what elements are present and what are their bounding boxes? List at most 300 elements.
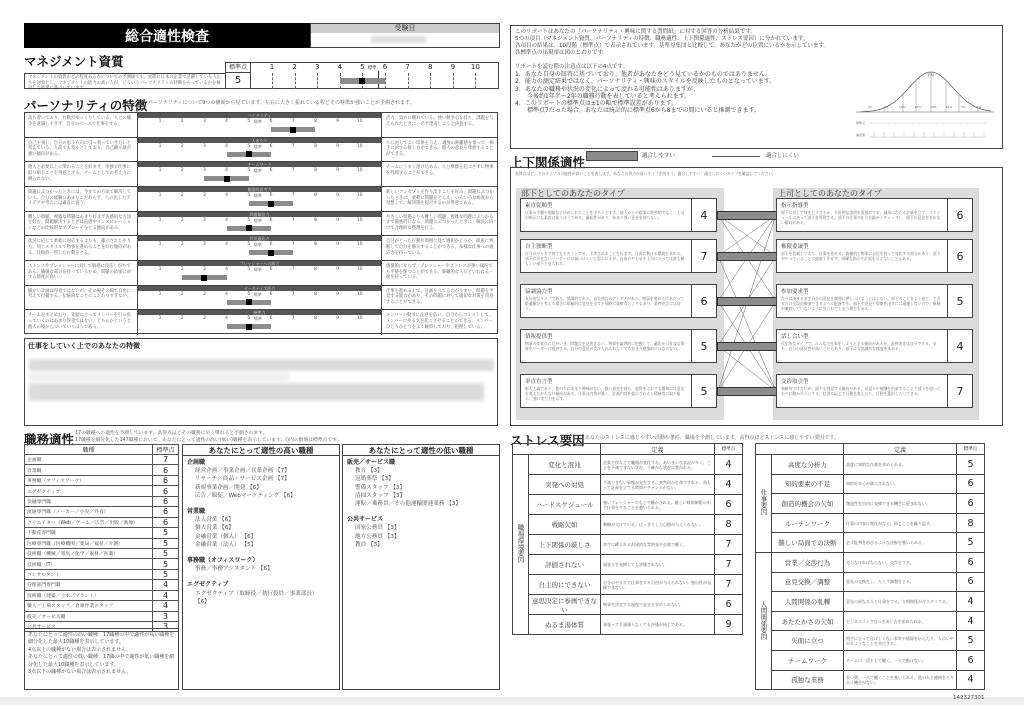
group-label: 職場環境要因	[516, 524, 525, 563]
scale-tick-label: 7	[291, 193, 295, 198]
stress-score: 6	[957, 494, 985, 514]
redacted-text-2	[29, 373, 289, 381]
scale-gridline	[430, 73, 431, 89]
job-name: コンサルタント	[25, 569, 153, 579]
scale-tick-label: 1	[158, 267, 162, 272]
scale-tick-label: 6	[269, 242, 273, 248]
job-item: 法人営業 【6】	[195, 517, 234, 524]
trait-name: 状況適応力	[138, 236, 381, 241]
scale-tick-label: 4	[225, 267, 229, 272]
table-row	[513, 555, 743, 575]
scale-tick-label: 4	[225, 217, 229, 223]
job-item: 教員 【3】	[355, 541, 383, 548]
stress-definition: 予測できない事態が発生する。突然何かを命令される。前もって計画を立てる時間やチャンスがない。	[601, 475, 715, 495]
stress-factor: ルーチンワーク	[772, 513, 844, 533]
scale-tick-label: 7	[291, 143, 295, 149]
scale-tick-label: 5	[247, 267, 251, 272]
scale-tick-label: 1	[158, 291, 162, 297]
job-item: 経営企画／事業企画／営業企画 【7】	[195, 468, 290, 475]
table-row	[756, 611, 985, 631]
scale-tick-label: 4	[225, 143, 229, 149]
scale-tick-label: 3	[202, 291, 206, 297]
scale-tick-label: 5	[247, 316, 251, 322]
job-item: 広告／販促／Webマーケティング 【6】	[195, 492, 296, 499]
job-item: 教育 【3】	[355, 468, 383, 475]
legend-good-label: 適合しやすい	[642, 153, 676, 159]
type-name: 参加要求型	[781, 289, 809, 295]
subordinate-type-card	[520, 198, 717, 232]
type-description: 仕事の手順や期限など決められたことを守ろうとする。他人からの提案に批判的でなく、上司の指示にも素直に従うほうである。適応性があり、あまり強い意見を持たない。	[525, 210, 685, 220]
trait-name: 創造的思考力	[138, 187, 381, 192]
table-row	[756, 474, 985, 494]
stress-definition: 頑張っても頑張らなくても評価が同じである。	[601, 615, 715, 635]
scale-tick-label: 3	[314, 63, 320, 71]
trait-high-description: 自分がとった行動が周囲に見て適切かどうか、即座に判断して自分を修正することができる。多様な仕事への適応力を持っている。	[386, 239, 494, 256]
stress-title: ストレス要因	[510, 433, 585, 448]
boss-type-card	[776, 284, 973, 318]
legend-good-swatch	[586, 151, 638, 161]
unfit-link-line	[718, 346, 776, 391]
scale-tick-label: 7	[291, 267, 295, 272]
scale-tick-label: 10	[356, 119, 363, 124]
note-line: 今後約1年半～2年の職務行動を表していると考えられます。	[515, 92, 691, 100]
trait-low-description: 細かい計画は得意ではないが、その場その場で自由に考えて行動する。伝統的なことにこだわりすぎない。	[28, 288, 132, 300]
scale-tick-label: 9	[336, 267, 340, 272]
management-description: マネジメントの資質がどの程度あるかについての予測値です。実際に日本の企業で活躍している人たちを対象とし、マネジメントの能力の高い人が、どういうパーソナリティの特徴をもっているかを検討した結果に基づいています。	[28, 75, 221, 92]
scale-tick-label: 5	[247, 242, 251, 248]
stress-score: 7	[715, 575, 743, 595]
scale-tick-label: 10	[470, 63, 480, 71]
stress-factor: 自主的にできない	[529, 575, 601, 595]
intro-line: 各標準点の出現率は図のとおりです。	[515, 50, 609, 56]
normal-curve	[861, 72, 991, 112]
blank-header	[513, 444, 601, 455]
trait-low-description: 他人と必要以上に関わることを好まず、単独で仕事に取り組むことを得意とする。チームとしての考え方に縛られない。	[28, 165, 132, 182]
scale-tick-label: 3	[202, 316, 206, 322]
job-item: 金融営業（法人） 【5】	[195, 541, 257, 548]
scale-tick-label: 5	[247, 193, 251, 198]
scale-tick-label: 4	[337, 63, 343, 71]
scale-tick-label: 4	[225, 291, 229, 297]
type-description: 自分のやり方で何でもやろうとする。干渉されることを好まず、自由に動ける環境を求める。部下に任せないリーダーには扱いにくいと思われるが、自由にやらせる上司にとっては最も頼もしい部下と見られる。	[525, 251, 685, 266]
percent-label: 7%	[883, 105, 889, 109]
table-row	[25, 517, 179, 527]
legend-bad-line	[712, 156, 760, 157]
scale-tick-label: 4	[225, 119, 229, 124]
personality-row	[25, 113, 497, 138]
personality-row	[25, 261, 497, 286]
stress-factor: 孤独な業務	[772, 670, 844, 690]
relation-title: 上下関係適性	[510, 155, 586, 170]
standard-label: 標準	[253, 217, 262, 223]
scale-tick-label: 10	[356, 193, 363, 198]
job-score: 6	[153, 465, 179, 475]
scale-tick-label: 5	[247, 168, 251, 174]
stress-score: 4	[957, 670, 985, 690]
scale-tick-label: 6	[269, 217, 273, 223]
table-row	[25, 538, 179, 548]
scale-tick-label: 6	[269, 291, 273, 297]
scale-tick-label: 2	[180, 193, 184, 198]
job-name: クリエイター（Web／ゲーム／広告／出版／映像）	[25, 517, 153, 527]
scale-tick-label: 10	[356, 143, 363, 149]
table-row	[513, 475, 743, 495]
job-fit-note	[24, 628, 179, 690]
stress-table-workplace	[512, 443, 743, 635]
scale-tick-label: 2	[180, 242, 184, 248]
job-list	[343, 456, 499, 560]
job-name: 公共サービス	[25, 622, 153, 632]
scale-tick-label: 2	[292, 63, 297, 71]
table-row	[756, 631, 985, 651]
scale-tick-label: 3	[202, 143, 206, 149]
stress-score: 4	[957, 592, 985, 612]
scale-tick-label: 2	[180, 168, 184, 174]
table-row	[25, 601, 179, 611]
stress-definition: 戦略が欠けている。はっきりした目標が与えられない。	[601, 515, 715, 535]
relation-description: 高得点ほど、そのタイプの可能性が高いことを表します。あなたの得点が高いタイプを囲まう、適合しやすい／適合しにくいタイプを確認してください。	[515, 171, 777, 176]
type-score: 7	[691, 240, 716, 272]
fit-link-bar	[717, 387, 777, 396]
trait-high-description: メンバーの動きに注意を払い、自分からコミットして、メンバーにやる気を起こさせることができる。メンバーひとりひとりをよく観察しており、把握している。	[386, 313, 493, 330]
job-item: 新規事業企画／開発 【6】	[195, 484, 262, 491]
row-label: 標準点	[856, 121, 866, 125]
percent-label: 16%	[899, 105, 906, 109]
trait-low-description: チームをまとめたり、先頭に立ってメンバーを引っ張っていくのはあまり得意ではない。どちらかというと他人の後からついていくほうである。	[28, 313, 132, 330]
table-header	[25, 445, 179, 455]
job-name: 管理部門専門職	[25, 580, 153, 590]
stress-factor: 創造的機会の欠如	[772, 494, 844, 514]
table-row	[513, 535, 743, 555]
stress-score: 6	[957, 572, 985, 592]
job-category: 公共サービス	[347, 516, 384, 524]
scale-tick-label: 10	[356, 291, 363, 297]
management-title: マネジメント資質	[24, 54, 124, 69]
personality-row	[25, 236, 497, 261]
scale-tick-label: 7	[291, 316, 295, 322]
page-bottom-shade	[0, 697, 1024, 705]
trait-high-description: 仕事を進める上で、計画を立てるのがうまい。問題を予見する能力があり、その問題に対して適切な対策を用意することができる。	[386, 288, 494, 305]
scale-tick-label: 9	[336, 217, 340, 223]
job-score: 5	[153, 548, 179, 558]
trait-low-description: 難しい問題、複雑な問題はあまり好まず直感的な方法を好む。問題解決するときは直感やインスピレーションなどの比較的なアプローチをとる傾向がある。	[28, 214, 132, 231]
box-title: あなたにとって適性の高い職種	[183, 445, 339, 456]
stress-factor: 評価されない	[529, 555, 601, 575]
trait-name: バイタリティ	[138, 113, 381, 118]
stress-score: 4	[715, 455, 743, 475]
personality-row	[25, 310, 497, 335]
type-description: 自分は決まるまで自分の意見を無理に押しつけようとはしない。部下のことをよく見て、できるだけ全員が参加できるように配慮する。部下が意見や情報を出すには遠慮しないので、統制が徹底していないように見られてしまう場合もある。	[781, 296, 941, 311]
stress-score: 6	[957, 650, 985, 670]
job-score: 6	[153, 507, 179, 517]
type-name: 交渉取引型	[781, 379, 809, 385]
personality-table	[24, 112, 498, 334]
table-row	[756, 670, 985, 690]
trait-scale	[137, 212, 382, 236]
row-label: 偏差値	[856, 133, 866, 137]
stress-factor: 戦略欠如	[529, 515, 601, 535]
notes-heading: リポートを読む際の注意点は以下の4点です。	[515, 64, 629, 70]
stress-definition: 相手にとって喜ばしくない事実や情報を伝えたり、人のいやがるようなことを実行する。	[844, 631, 957, 651]
spacer	[187, 549, 335, 557]
scale-tick-label: 4	[225, 193, 229, 198]
note-line: 3点以下の職種がない場合は表示されません。	[28, 669, 132, 676]
relation-box	[510, 167, 1003, 426]
standard-label: 標準	[253, 168, 262, 174]
stress-table-work-relations	[755, 443, 985, 690]
job-score: 3	[153, 611, 179, 621]
job-item: 【6】	[195, 598, 210, 605]
trait-name: 人あたり	[138, 138, 381, 143]
scale-tick-label: 2	[180, 316, 184, 322]
intro-line: このリポートはあなたの「パーソナリティ・興味に関する質問紙」に対する回答の分析結果です。	[515, 29, 756, 35]
table-row	[756, 572, 985, 592]
job-score: 3	[153, 622, 179, 632]
job-category: エグゼクティブ	[187, 581, 229, 589]
type-score: 5	[691, 375, 716, 407]
job-score: 7	[153, 455, 179, 465]
scale-tick-label: 5	[360, 63, 365, 71]
personality-row	[25, 212, 497, 237]
management-description-box	[24, 73, 226, 92]
job-score: 5	[153, 538, 179, 548]
note-line: 4点以上の職種がない場合は表示されません。	[28, 646, 132, 653]
stress-score: 8	[957, 513, 985, 533]
score-marker	[359, 78, 365, 84]
scale-tick-label: 2	[180, 267, 184, 272]
table-row	[25, 528, 179, 538]
personality-title: パーソナリティの特徴	[24, 98, 148, 113]
scale-tick-label: 4	[225, 242, 229, 248]
stress-factor: ハードスケジュール	[529, 495, 601, 515]
job-score: 5	[153, 559, 179, 569]
percent-label: 2%	[868, 105, 873, 109]
stress-score: 6	[957, 552, 985, 572]
type-score: 4	[691, 199, 716, 231]
col-score: 標準点	[153, 445, 179, 455]
personality-row	[25, 187, 497, 212]
table-row	[25, 507, 179, 517]
intro-box	[510, 25, 1003, 149]
scale-tick-label: 3	[202, 168, 206, 174]
stress-factor: 意思決定に参画できない	[529, 595, 601, 615]
job-item: 金融営業（個人） 【6】	[195, 533, 257, 540]
scale-tick-label: 8	[313, 168, 317, 174]
note-line: 2．能力の測定結果ではなく、パーソナリティ・興味のスタイルを反映したものとなっています。	[515, 78, 776, 86]
trait-name: チームワーク	[138, 162, 381, 167]
subordinate-type-card	[520, 374, 717, 408]
stress-group	[513, 455, 529, 635]
score-marker	[201, 275, 207, 281]
scale-tick-label: 2	[180, 143, 184, 149]
stress-description: あなたのストレスに感じやすい活動や条件、職場を予測しています。高得点ほどストレスに感じやすい要因です。	[585, 435, 839, 441]
exam-date-redacted	[371, 36, 426, 43]
scale-tick-label: 6	[382, 63, 388, 71]
scale-tick-label: 7	[291, 217, 295, 223]
trait-high-description: 感情的にならず、プレッシャーやストレスが強い状況でも平静を保つことができる。楽観的な人だといわれる一面を持っている。	[386, 264, 494, 281]
job-fit-description	[75, 430, 341, 444]
stress-definition: ビジネスライクなつきあい方を求められる。	[844, 611, 957, 631]
stress-factor: 上下関係の厳しさ	[529, 535, 601, 555]
spacer	[347, 549, 495, 557]
trait-scale	[137, 286, 382, 310]
trait-high-description: 活力、気力に優れている。強い競争心を持ち、課題を与えられたときに、必ず達成しようと決意する。	[386, 116, 494, 127]
scale-tick-label: 10	[356, 242, 363, 248]
job-name: 医療専門職（医療機関／薬局／福祉／介護）	[25, 538, 153, 548]
scale-tick-label: 10	[356, 267, 363, 272]
trait-high-description: チームにうまく溶け込める。人と摩擦を起こさずに物事を処理することができる。	[386, 165, 494, 176]
stress-score: 5	[957, 631, 985, 651]
type-score: 5	[947, 285, 972, 317]
score-marker	[246, 225, 252, 231]
col-definition: 定義	[844, 444, 957, 455]
table-header	[513, 444, 743, 455]
scale-tick-label: 6	[269, 316, 273, 322]
scale-tick-label: 6	[269, 119, 273, 124]
stress-definition: 意見の交換をし、たえず調整をとる。	[844, 572, 957, 592]
box-title: あなたにとって適性の低い職種	[343, 445, 499, 456]
score-marker	[246, 299, 252, 305]
job-item: 冠婚葬祭 【3】	[355, 476, 394, 483]
trait-low-description: ストレスやプレッシャーに対して敏感に反応しがちである。繊細な部分を持っているため、問題の結果に対する感度が高い。	[28, 264, 131, 281]
boss-title: 上司としてのあなたのタイプ	[778, 189, 882, 198]
table-row	[25, 590, 179, 600]
scale-tick-label: 3	[202, 217, 206, 223]
type-description: 部下に対して何をどうするか、方針的な説明を重視にする。細部にわたる計画を立て、スケジュールにそって部下を管理する。部下の仕事の仕方を細かくチェックし、部下の意見を求めない傾向がある。	[781, 210, 941, 225]
standard-label: 標準	[253, 291, 262, 297]
job-score: 5	[153, 528, 179, 538]
group-label: 人間関係要因	[759, 600, 768, 640]
legend-bad-label: 適合しにくい	[766, 153, 800, 159]
scale-tick-label: 8	[313, 143, 317, 149]
stress-definition: 売らなければならない。交渉をする。	[844, 552, 957, 572]
job-score: 5	[153, 569, 179, 579]
type-description: 個人主義であり、他の人にあまり興味がない。強い意見を持ち、説得をされても簡単には意見を変えたがらない傾向がある。仕事は内容が強く、計画内容を提示されると積極的に取り組み、強い実行力を示す。	[525, 386, 685, 401]
stress-definition: 企業合併などで職場が変化する。あいまいな状況が多く、ことを予測できない状況、不確かな状況に置かれる。	[601, 455, 715, 475]
scale-tick-label: 9	[450, 63, 456, 71]
scale-gridline	[475, 73, 476, 89]
job-score: 4	[153, 601, 179, 611]
stress-definition: 高度に知的な作業を求められる。	[844, 455, 957, 475]
job-category: 企画職	[187, 459, 206, 466]
spacer	[515, 57, 998, 64]
note-line: 3．あなたの職務や状況の変化によって変わる可能性はありますが、	[515, 85, 699, 93]
job-name: 企画職	[25, 455, 153, 465]
table-row	[25, 548, 179, 558]
scale-tick-label: 6	[269, 267, 273, 272]
standard-label: 標準	[253, 267, 262, 272]
trait-high-description: 人に対してよい印象を与え、適度の距離感を保って、相手に対する接し方ができる。個人の意見を尊重することができる。	[386, 140, 494, 157]
stress-definition: 頑張りを発揮しても評価されない。	[601, 555, 715, 575]
group-label: 仕事要因	[759, 489, 768, 516]
stress-score: 6	[715, 495, 743, 515]
standard-label: 標準	[253, 316, 262, 322]
scale-gridline	[385, 73, 386, 89]
stress-score: 6	[957, 474, 985, 494]
type-description: 友好的なタイプであり、協調的である。自分独自のアイデアがあり、物事を進めるにあたって最適解だと考える場合に積極的に意見を出すと同時に柔軟なところもあり、最終決定には従う。	[525, 296, 685, 311]
job-item: 運転／乗務員／その他運輸関連業務 【3】	[355, 501, 462, 508]
stress-definition: 長い間、一人で働くことを強いられる。他の人と連絡をとり合う機会がない。	[844, 670, 957, 690]
type-name: 話し合い型	[781, 334, 809, 340]
stress-definition: 命令に縛られる封建的な雰囲気や企業で働く。	[601, 535, 715, 555]
table-header	[756, 444, 985, 455]
management-score: 5	[225, 72, 251, 89]
table-row	[756, 592, 985, 612]
type-description: 物事の本質点に目がいき、問題点を見逃さない。物事を論理的に把握して、適切かつ有益な情報をリーダーに提供する。自分の意見が受け入れられなくてもあまり感情的にはならない。	[525, 341, 685, 351]
score-marker	[246, 151, 252, 157]
table-row	[513, 595, 743, 615]
col-score: 標準点	[715, 444, 743, 455]
table-row	[25, 486, 179, 496]
trait-low-description: 問題にぶつかったときには、今までの方法で解決していく。自分の経験にあまりこだわらず、人の出したアイデアや考えには素直に従う。	[28, 190, 132, 207]
type-description: 部下を信頼しており、仕事を任せる。楽観的で物事に自信を持って対応する部分があり、部下がやっていることに過度干渉せず、明確な指示や計画を示さないこともある。	[781, 251, 941, 261]
stress-score: 5	[957, 455, 985, 475]
scale-tick-label: 6	[269, 168, 273, 174]
stress-factor: 突発への対処	[529, 475, 601, 495]
scale-tick-label: 8	[313, 119, 317, 124]
table-row	[25, 455, 179, 465]
note-line: 標準点7だった場合、あなたは統計的に標準点6から8までの間にいると推測できます。	[515, 107, 760, 115]
job-item: 警備スタッフ 【3】	[355, 484, 406, 491]
job-name: 流通専門職（メーカー／小売／外食）	[25, 507, 153, 517]
trait-low-description: 落ち着いており、行動がゆっくりしている。人との競争を意識しすぎず、自分のペースで仕事をする。	[28, 116, 132, 127]
job-name: 金融専門職	[25, 496, 153, 506]
stress-factor: 高度な分析力	[772, 455, 844, 475]
scale-gridline	[317, 73, 318, 89]
scale-tick-label: 1	[158, 168, 162, 174]
trait-scale	[137, 236, 382, 260]
col-job: 職種	[25, 445, 153, 455]
type-name: 自主独断型	[525, 244, 553, 250]
table-row	[756, 552, 985, 572]
scale-tick-label: 8	[313, 242, 317, 248]
scale-tick-label: 7	[291, 119, 295, 124]
distribution-curve	[856, 64, 996, 144]
table-row	[25, 611, 179, 621]
scale-gridline	[272, 73, 273, 89]
scale-gridline	[295, 73, 296, 89]
trait-high-description: 新しいコンセプトを作り出すことを好み、問題にぶつかったときに、柔軟に問題をとらえ、いろいろな角度から発想して、解決策を提示するのが得意である。	[386, 190, 494, 207]
scale-tick-label: 3	[202, 193, 206, 198]
job-item: 清掃スタッフ 【3】	[355, 492, 406, 499]
type-link-lines	[717, 168, 777, 418]
job-score: 6	[153, 517, 179, 527]
stress-factor: ぬるま湯体質	[529, 615, 601, 635]
scale-tick-label: 9	[336, 242, 340, 248]
scale-tick-label: 7	[405, 63, 410, 71]
stress-definition: 自分のやり方で仕事をする自由が与えられない。独自性が発揮できない。	[601, 575, 715, 595]
personality-row	[25, 286, 497, 311]
job-fit-title: 職務適性	[24, 432, 75, 447]
scale-tick-label: 8	[313, 291, 317, 297]
scale-tick-label: 5	[247, 291, 251, 297]
scale-tick-label: 1	[158, 143, 162, 149]
stress-factor: 人間関係の軋轢	[772, 592, 844, 612]
trait-scale	[137, 261, 382, 285]
stress-group	[756, 455, 772, 553]
stress-definition: 意見の異なる人と仕事をする。人間関係がギスギスする。	[844, 592, 957, 612]
stress-definition: 仕事の内容に変化がなく、同じことを繰り返す。	[844, 513, 957, 533]
job-category: 営業職	[187, 508, 206, 516]
type-name: 素直従順型	[525, 203, 553, 209]
boss-type-card	[776, 374, 973, 408]
scale-tick-label: 8	[427, 63, 433, 71]
trait-name: 問題解決力	[138, 212, 381, 217]
fit-link-bar	[717, 211, 777, 220]
intro-line: 5つの項目（マネジメント資質、パーソナリティの特徴、職務適性、上下関係適性、ストレス要因）に分かれています。	[515, 36, 809, 42]
boss-type-card	[776, 329, 973, 363]
scale-gridline	[453, 73, 454, 89]
